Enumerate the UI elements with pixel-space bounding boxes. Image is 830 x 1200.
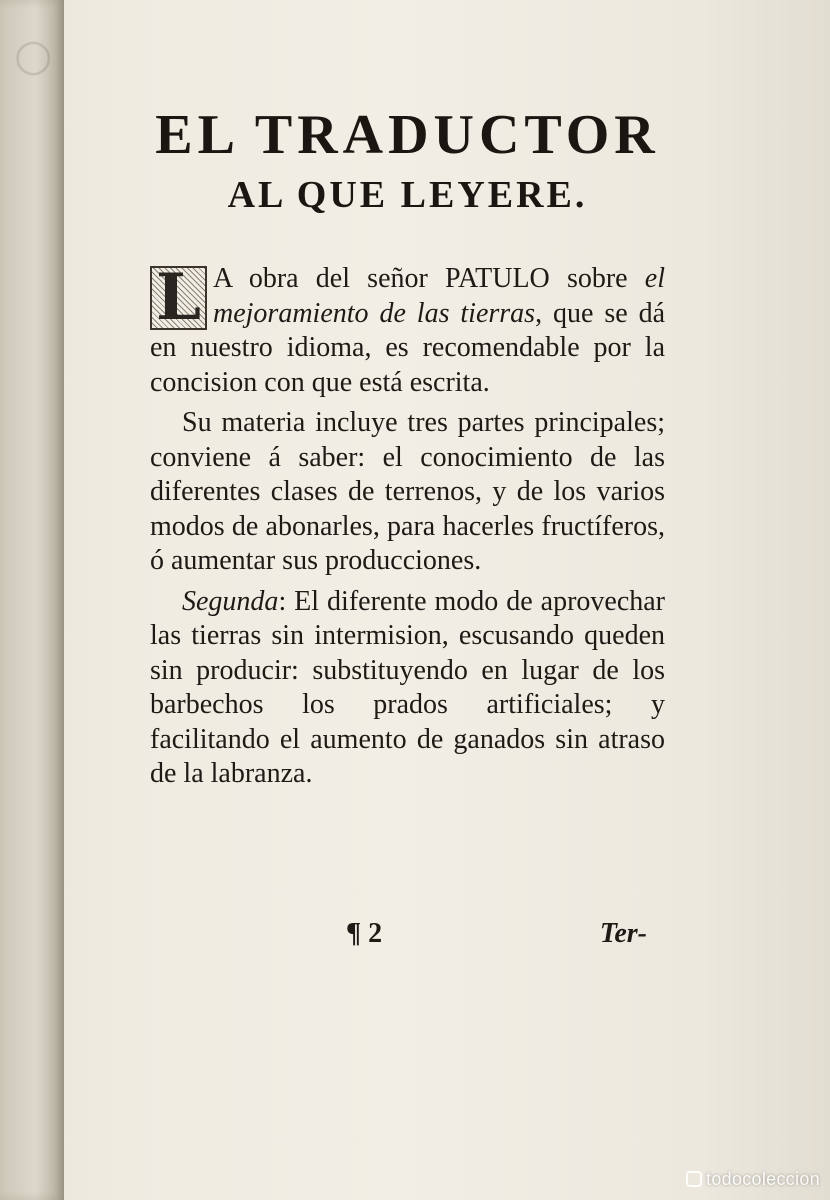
watermark xyxy=(686,1169,820,1190)
paragraph-1-rest: , que se dá en nuestro idioma, es recomendable por la concision con que está escrita. xyxy=(150,297,665,398)
signature-mark: ¶ 2 xyxy=(346,918,383,949)
paragraph-1-italic-title: el mejoramiento de las tierras xyxy=(213,263,666,329)
paragraph-1 xyxy=(150,262,665,400)
book-gutter xyxy=(0,0,64,1200)
paragraph-2: Su materia incluye tres partes principales; conviene á saber: el conocimiento de las diferentes clases de terrenos, y de los varios modos de abonarles, para hacerles fructíferos, ó aumentar sus producciones. xyxy=(150,407,665,576)
page-subheading: AL QUE LEYERE. xyxy=(227,174,588,216)
main-text-block xyxy=(150,100,665,798)
paragraph-1-lead: A obra del señor PATULO sobre xyxy=(213,263,628,294)
watermark-text: todocoleccion xyxy=(706,1169,820,1189)
decorated-initial: L xyxy=(150,266,207,330)
todocoleccion-logo-icon xyxy=(686,1171,702,1187)
page-heading: EL TRADUCTOR xyxy=(155,104,660,166)
paragraph-3-text: : El diferente modo de aprovechar las tierras sin intermision, escusando queden sin producir: substituyendo en lugar de los barbechos los prados artificiales; y facilitando el aumento de ganados sin atraso de la labranza. xyxy=(150,585,665,789)
paragraph-3-italic-lead: Segunda xyxy=(182,585,279,617)
catchword: Ter- xyxy=(599,918,647,949)
paragraph-3 xyxy=(150,585,665,792)
page-footer xyxy=(150,918,665,958)
bleed-through-mark: ○ xyxy=(14,30,53,81)
